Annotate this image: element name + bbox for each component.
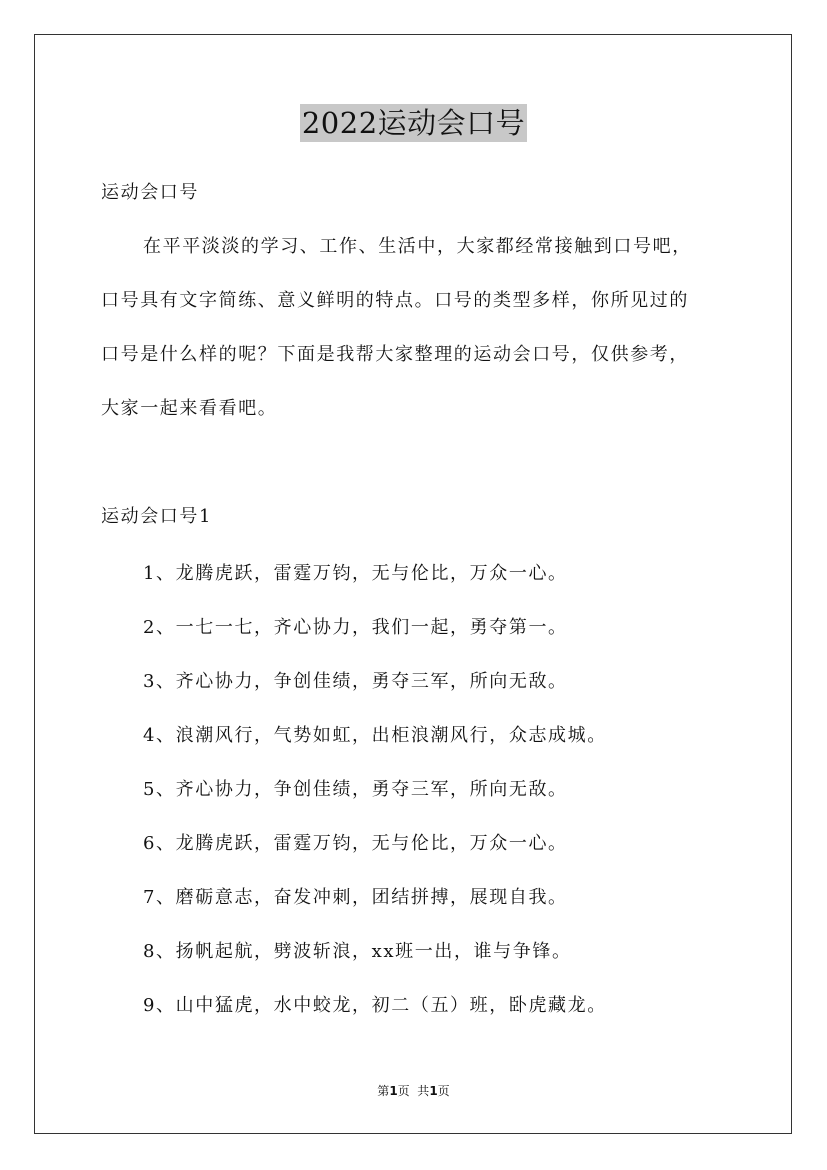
page-footer bbox=[0, 1083, 827, 1099]
intro-line-3: 口号是什么样的呢？下面是我帮大家整理的运动会口号，仅供参考， bbox=[101, 344, 689, 365]
slogan-item-7: 7、磨砺意志，奋发冲刺，团结拼搏，展现自我。 bbox=[143, 887, 568, 908]
document-title: 2022运动会口号 bbox=[301, 106, 526, 140]
footer-page-mid: 页 共 bbox=[397, 1084, 430, 1098]
slogan-item-6: 6、龙腾虎跃，雷霆万钧，无与伦比，万众一心。 bbox=[143, 833, 568, 854]
intro-line-1: 在平平淡淡的学习、工作、生活中，大家都经常接触到口号吧， bbox=[143, 236, 692, 257]
title-container bbox=[0, 104, 827, 142]
slogan-item-4: 4、浪潮风行，气势如虹，出柜浪潮风行，众志成城。 bbox=[143, 725, 607, 746]
footer-page-current: 1 bbox=[389, 1084, 398, 1098]
footer-page-prefix: 第 bbox=[377, 1084, 390, 1098]
slogan-item-5: 5、齐心协力，争创佳绩，勇夺三军，所向无敌。 bbox=[143, 779, 568, 800]
slogan-item-1: 1、龙腾虎跃，雷霆万钧，无与伦比，万众一心。 bbox=[143, 563, 568, 584]
slogan-item-3: 3、齐心协力，争创佳绩，勇夺三军，所向无敌。 bbox=[143, 671, 568, 692]
document-subtitle: 运动会口号 bbox=[101, 182, 199, 203]
slogan-item-2: 2、一七一七，齐心协力，我们一起，勇夺第一。 bbox=[143, 617, 568, 638]
slogan-item-9: 9、山中猛虎，水中蛟龙，初二（五）班，卧虎藏龙。 bbox=[143, 995, 607, 1016]
section-heading: 运动会口号1 bbox=[101, 506, 213, 527]
slogan-item-8: 8、扬帆起航，劈波斩浪，xx班一出，谁与争锋。 bbox=[143, 941, 572, 962]
footer-page-suffix: 页 bbox=[437, 1084, 450, 1098]
intro-line-4: 大家一起来看看吧。 bbox=[101, 398, 278, 419]
footer-page-total: 1 bbox=[429, 1084, 438, 1098]
intro-line-2: 口号具有文字简练、意义鲜明的特点。口号的类型多样，你所见过的 bbox=[101, 290, 689, 311]
